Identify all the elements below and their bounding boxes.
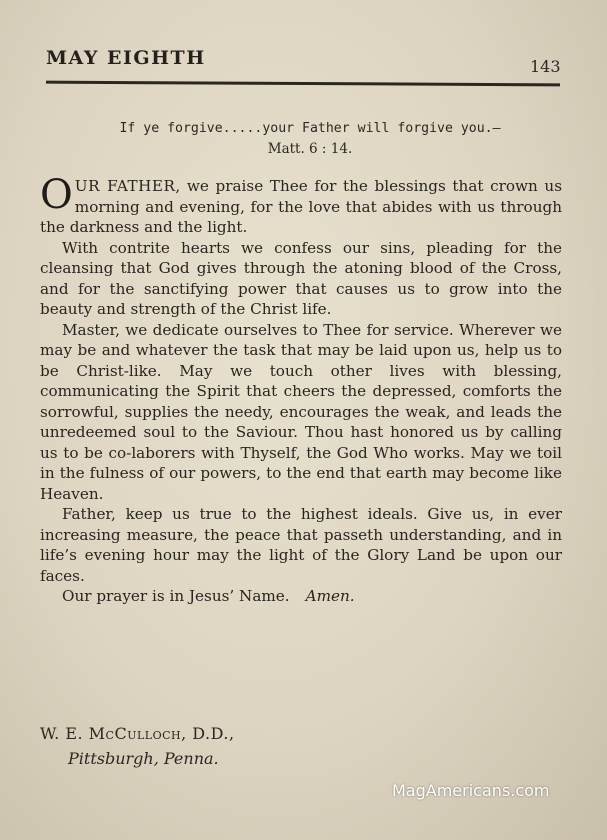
- prayer-paragraph-4: Father, keep us true to the highest ideals. Give us, in ever increasing measure, the peace that passeth understanding, and in life’s evening hour may the light of the Glory Land be upon our faces.: [40, 505, 562, 585]
- closing-line: Our prayer is in Jesus’ Name.: [62, 587, 290, 605]
- prayer-paragraph-5: [40, 586, 562, 607]
- prayer-body: [40, 172, 563, 607]
- prayer-paragraph-2: With contrite hearts we confess our sins, pleading for the cleansing that God gives through the atoning blood of the Cross, and for the sanctifying power that causes us to grow into the beauty and strength of the Christ life.: [40, 238, 562, 318]
- prayer-paragraph-1-text: , we praise Thee for the blessings that crown us morning and evening, for the love that abides with us through the darkness and the light.: [40, 177, 563, 236]
- author-name: W. E. McCulloch: [40, 724, 182, 743]
- page-number: 143: [530, 57, 561, 76]
- watermark: MagAmericans.com: [392, 781, 550, 800]
- page-title: MAY EIGHTH: [46, 47, 206, 69]
- author-signature: [40, 724, 235, 743]
- epigraph-quote: If ye forgive.....your Father will forgive you.—: [119, 121, 501, 136]
- drop-cap: O: [40, 172, 73, 218]
- epigraph: [60, 119, 560, 159]
- prayer-paragraph-1: [40, 172, 563, 238]
- opening-words: UR FATHER: [74, 177, 176, 195]
- author-degree: , D.D.,: [181, 724, 235, 743]
- epigraph-citation: Matt. 6 : 14.: [267, 141, 353, 157]
- prayer-paragraph-3: Master, we dedicate ourselves to Thee for service. Wherever we may be and whatever the task that may be laid upon us, help us to be Christ-like. May we touch other lives with blessing, communicating the Spirit that cheers the depressed, comforts the sorrowful, supplies the needy, encourages the weak, and leads the unredeemed soul to the Saviour. Thou hast honored us by calling us to be co-laborers with Thyself, the God Who works. May we toil in the fulness of our powers, to the end that earth may become like Heaven.: [40, 320, 562, 503]
- amen: Amen.: [305, 587, 355, 605]
- author-location: Pittsburgh, Penna.: [68, 749, 219, 768]
- header-rule: [46, 81, 560, 87]
